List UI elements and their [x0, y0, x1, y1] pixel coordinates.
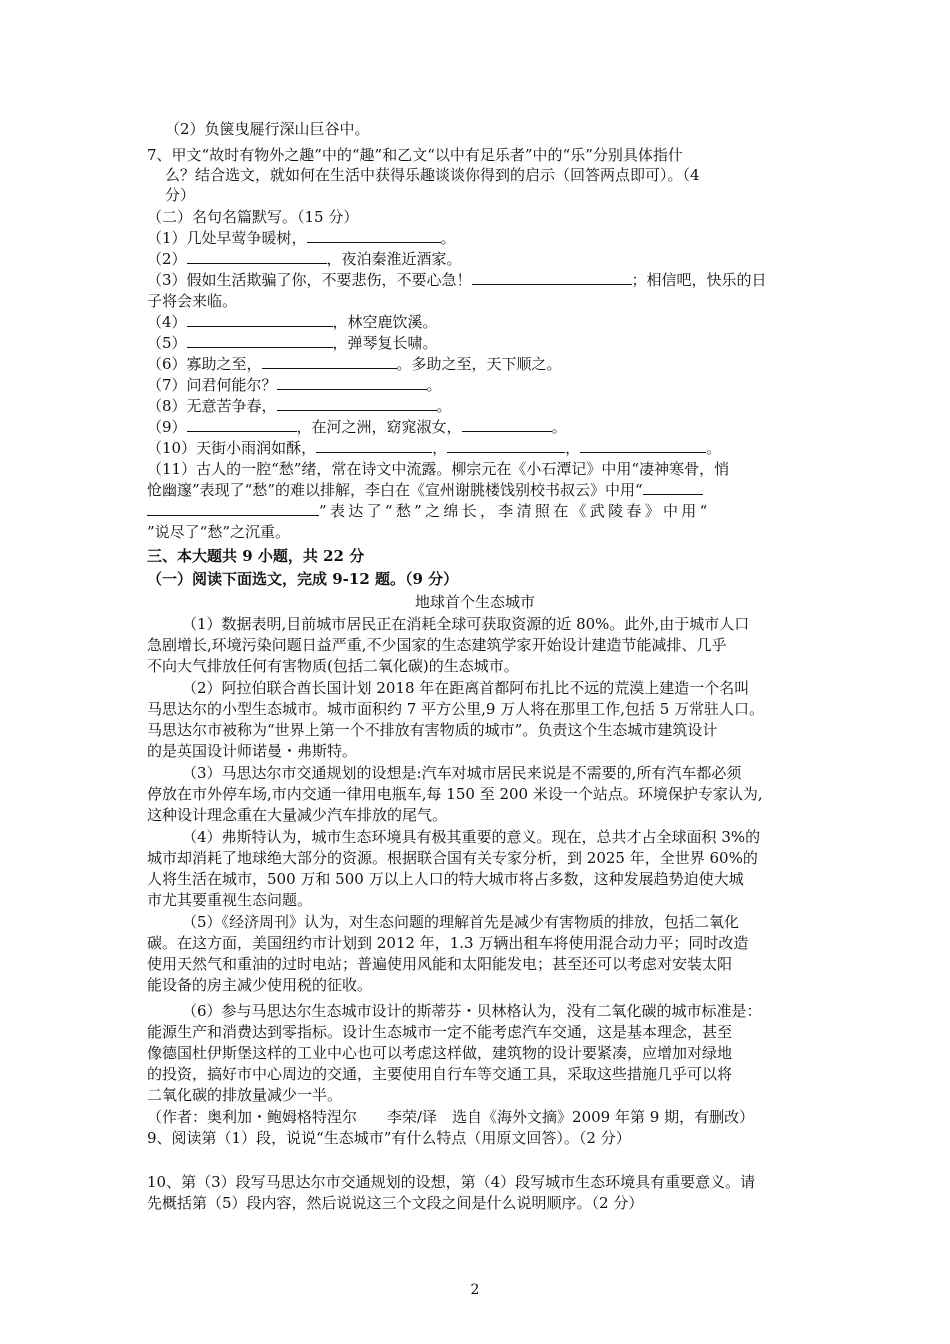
paragraph-6-line-2: 能源生产和消费达到零指标。设计生态城市一定不能考虑汽车交通，这是基本理念，甚至 [147, 1023, 733, 1041]
recite-item-3-cont: 子将会来临。 [147, 292, 238, 310]
part3-title: 三、本大题共 9 小题，共 22 分 [147, 547, 365, 565]
paragraph-2-line-1: （2）阿拉伯联合酋长国计划 2018 年在距离首都阿布扎比不远的荒漠上建造一个名叫 [182, 679, 750, 697]
answer-blank [472, 270, 632, 285]
paragraph-2-line-3: 马思达尔市被称为“世界上第一个不排放有害物质的城市”。负责这个生态城市建筑设计 [147, 721, 718, 739]
paragraph-4-line-4: 市尤其要重视生态问题。 [147, 891, 313, 909]
answer-blank [447, 438, 565, 453]
part2-title: （二）名句名篇默写。（15 分） [147, 208, 359, 226]
answer-blank [147, 501, 319, 516]
paragraph-5-line-1: （5）《经济周刊》认为，对生态问题的理解首先是减少有害物质的排放，包括二氧化 [182, 913, 740, 931]
paragraph-6-line-1: （6）参与马思达尔生态城市设计的斯蒂芬・贝林格认为，没有二氧化碳的城市标准是： [182, 1002, 762, 1020]
article-source: （作者：奥利加・鲍姆格特涅尔 李荣/译 选自《海外文摘》2009 年第 9 期，有删改） [147, 1108, 755, 1126]
recite-item-11-line-1: （11）古人的一腔“愁”绪，常在诗文中流露。柳宗元在《小石潭记》中用“凄神寒骨，悄 [147, 460, 730, 478]
q6-item-2: （2）负箧曳屣行深山巨谷中。 [165, 120, 370, 138]
answer-blank [187, 249, 327, 264]
q7-line-2: 么？结合选文，就如何在生活中获得乐趣谈谈你得到的启示（回答两点即可）。（4 [165, 166, 700, 184]
answer-blank [187, 312, 333, 327]
question-9: 9、阅读第（1）段，说说“生态城市”有什么特点（用原文回答）。（2 分） [147, 1129, 631, 1147]
paragraph-4-line-3: 人将生活在城市，500 万和 500 万以上人口的特大城市将占多数，这种发展趋势迫使大城 [147, 870, 744, 888]
paragraph-2-line-2: 马思达尔的小型生态城市。城市面积约 7 平方公里,9 万人将在那里工作,包括 5 万常驻人口。 [147, 700, 765, 718]
paragraph-5-line-4: 能设备的房主减少使用税的征收。 [147, 976, 373, 994]
recite-item-3: （3）假如生活欺骗了你，不要悲伤，不要心急！ ；相信吧，快乐的日 [147, 271, 767, 289]
page-number: 2 [470, 1282, 480, 1298]
question-10-line-2: 先概括第（5）段内容，然后说说这三个文段之间是什么说明顺序。（2 分） [147, 1194, 644, 1212]
part3-subtitle: （一）阅读下面选文，完成 9-12 题。（9 分） [147, 570, 459, 588]
answer-blank [643, 480, 703, 495]
answer-blank [187, 333, 333, 348]
recite-item-7: （7）问君何能尔？ 。 [147, 376, 442, 394]
recite-item-4: （4） ，林空鹿饮溪。 [147, 313, 438, 331]
q7-line-1: 7、甲文“故时有物外之趣”中的“趣”和乙文“以中有足乐者”中的“乐”分别具体指什 [147, 146, 683, 164]
article-title: 地球首个生态城市 [414, 593, 535, 611]
answer-blank [277, 396, 437, 411]
paragraph-6-line-5: 二氧化碳的排放量减少一半。 [147, 1086, 343, 1104]
paragraph-6-line-3: 像德国杜伊斯堡这样的工业中心也可以考虑这样做，建筑物的设计要紧凑，应增加对绿地 [147, 1044, 733, 1062]
paragraph-3-line-1: （3）马思达尔市交通规划的设想是:汽车对城市居民来说是不需要的,所有汽车都必须 [182, 764, 742, 782]
question-10-line-1: 10、第（3）段写马思达尔市交通规划的设想，第（4）段写城市生态环境具有重要意义。请 [147, 1173, 756, 1191]
answer-blank [316, 438, 432, 453]
paragraph-5-line-2: 碳。在这方面，美国纽约市计划到 2012 年，1.3 万辆出租车将使用混合动力平；同时改造 [147, 934, 749, 952]
paragraph-1-line-2: 急剧增长,环境污染问题日益严重,不少国家的生态建筑学家开始设计建造节能减排、几乎 [147, 636, 727, 654]
paragraph-6-line-4: 的投资，搞好市中心周边的交通，主要使用自行车等交通工具，采取这些措施几乎可以将 [147, 1065, 733, 1083]
answer-blank [307, 228, 441, 243]
answer-blank [262, 354, 397, 369]
answer-blank [462, 417, 552, 432]
paragraph-4-line-2: 城市却消耗了地球绝大部分的资源。根据联合国有关专家分析，到 2025 年，全世界 60%的 [147, 849, 758, 867]
paragraph-3-line-3: 这种设计理念重在大量减少汽车排放的尾气。 [147, 806, 448, 824]
recite-item-11-line-3: ”表达了“愁”之绵长，李清照在《武陵春》中用“ [147, 501, 711, 521]
recite-item-9: （9） ，在河之洲，窈窕淑女， 。 [147, 418, 567, 436]
answer-blank [187, 417, 297, 432]
recite-item-10: （10）天街小雨润如酥， ， ， 。 [147, 439, 722, 457]
paragraph-3-line-2: 停放在市外停车场,市内交通一律用电瓶车,每 150 至 200 米设一个站点。环境保护专家认为, [147, 785, 763, 803]
recite-item-2: （2） ，夜泊秦淮近酒家。 [147, 250, 462, 268]
recite-item-5: （5） ，弹琴复长啸。 [147, 334, 438, 352]
paragraph-1-line-1: （1）数据表明,目前城市居民正在消耗全球可获取资源的近 80%。此外,由于城市人口 [182, 615, 750, 633]
recite-item-11-line-2: 怆幽邃”表现了“愁”的难以排解，李白在《宣州谢朓楼饯别校书叔云》中用“ [147, 480, 703, 500]
answer-blank [277, 375, 427, 390]
recite-item-1: （1）几处早莺争暖树， 。 [147, 229, 456, 247]
paragraph-4-line-1: （4）弗斯特认为，城市生态环境具有极其重要的意义。现在，总共才占全球面积 3%的 [182, 828, 761, 846]
paragraph-1-line-3: 不向大气排放任何有害物质(包括二氧化碳)的生态城市。 [147, 657, 519, 675]
recite-item-8: （8）无意苦争春， 。 [147, 397, 452, 415]
paragraph-5-line-3: 使用天然气和重油的过时电站；普遍使用风能和太阳能发电；甚至还可以考虑对安装太阳 [147, 955, 733, 973]
answer-blank [580, 438, 706, 453]
q7-line-3: 分） [165, 186, 196, 204]
paragraph-2-line-4: 的是英国设计师诺曼・弗斯特。 [147, 742, 358, 760]
recite-item-6: （6）寡助之至， 。多助之至，天下顺之。 [147, 355, 562, 373]
recite-item-11-line-4: ”说尽了“愁”之沉重。 [147, 523, 291, 541]
